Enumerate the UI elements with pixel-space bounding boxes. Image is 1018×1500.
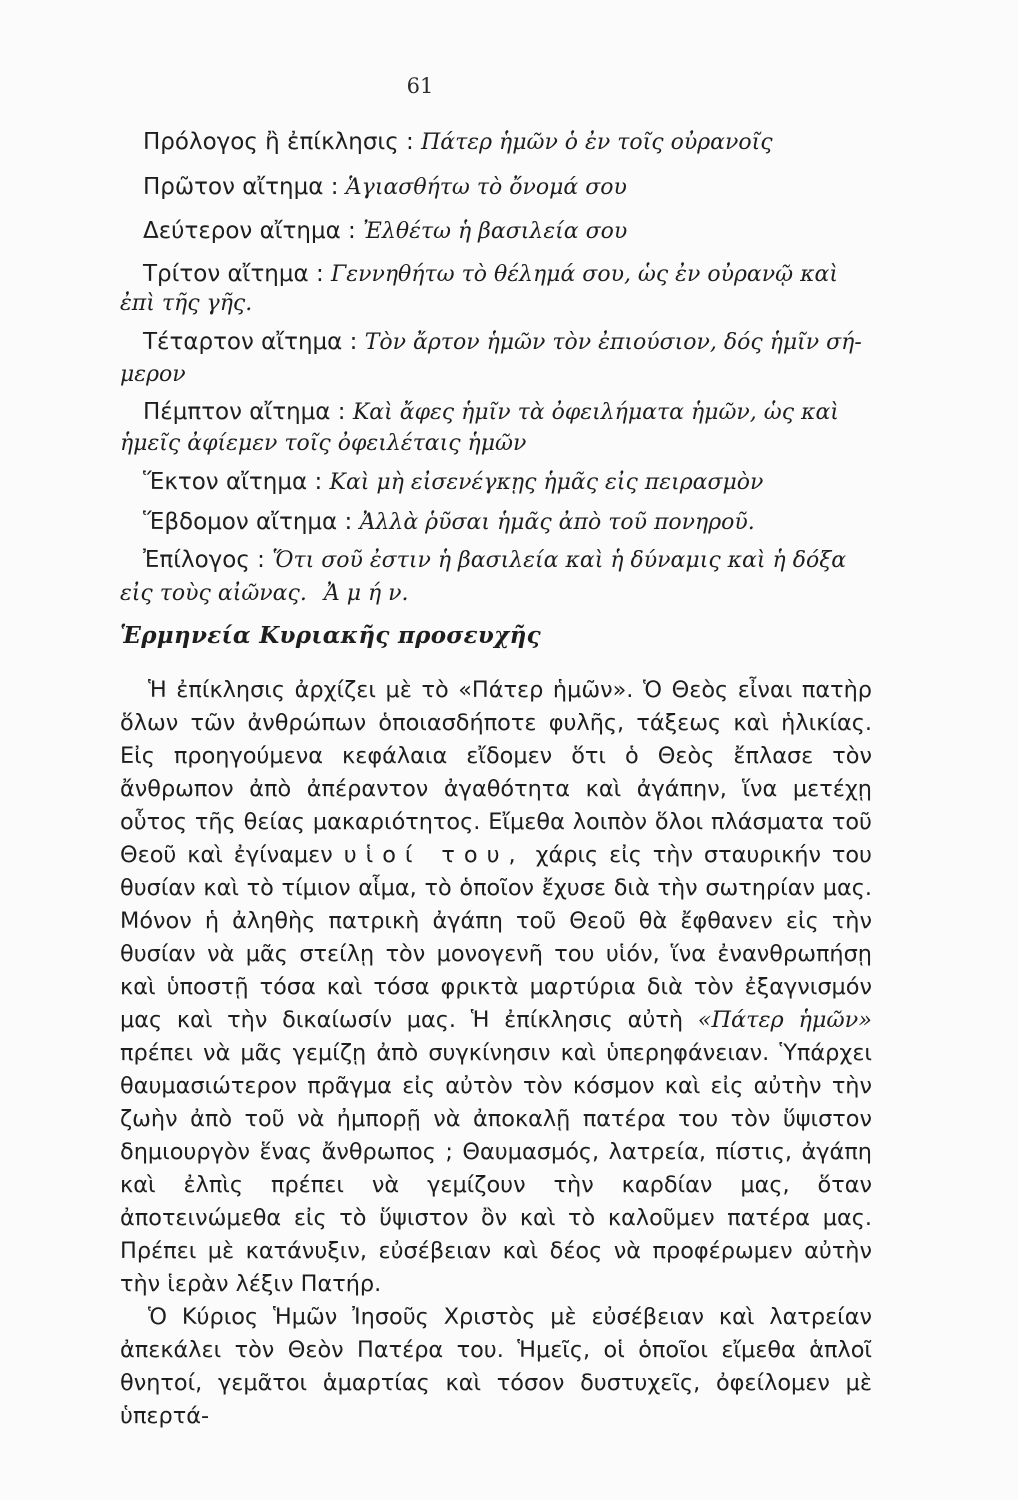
prayer-line-seventh-petition bbox=[143, 508, 755, 537]
prayer-text: Ἀλλὰ ῥῦσαι ἡμᾶς ἀπὸ τοῦ πονηροῦ. bbox=[359, 510, 755, 535]
section-heading: Ἑρμηνεία Κυριακῆς προσευχῆς bbox=[120, 622, 541, 649]
prayer-line-sixth-petition bbox=[143, 468, 763, 497]
paragraph-text: πρέπει νὰ μᾶς γεμίζῃ ἀπὸ συγκίνησιν καὶ ὑπερηφάνειαν. Ὑπάρχει θαυμασιώτερον πρᾶγμα εἰς αὐτὸν τὸν κόσμον καὶ εἰς αὐτὴν τὴν ζωὴν ἀπὸ τοῦ νὰ ἠμπορῇ νὰ ἀποκαλῇ πατέρα του τὸν ὕψιστον δημιουργὸν ἕνας ἄνθρωπος ; Θαυμασμός, λατρεία, πίστις, ἀγάπη καὶ ἐλπὶς πρέπει νὰ γεμίζουν τὴν καρδίαν μας, ὅταν ἀποτεινώμεθα εἰς τὸ ὕψιστον ὂν καὶ τὸ καλοῦμεν πατέρα μας. Πρέπει μὲ κατάνυξιν, εὐσέβειαν καὶ δέος νὰ προφέρωμεν αὐτὴν τὴν ἱερὰν λέξιν Πατήρ. bbox=[120, 1040, 872, 1297]
prayer-line-first-petition bbox=[143, 173, 627, 202]
prayer-line-fourth-petition bbox=[143, 328, 862, 357]
prayer-continuation: ἡμεῖς ἀφίεμεν τοῖς ὀφειλέταις ἡμῶν bbox=[120, 431, 527, 456]
page-number: 61 bbox=[406, 74, 434, 98]
prayer-text: Καὶ ἄφες ἡμῖν τὰ ὀφειλήματα ἡμῶν, ὡς καὶ bbox=[352, 400, 839, 425]
prayer-label: Τρίτον αἴτημα : bbox=[143, 261, 324, 287]
commentary-text bbox=[120, 674, 872, 1433]
prayer-label: Πέμπτον αἴτημα : bbox=[143, 399, 346, 425]
prayer-label: Ἕβδομον αἴτημα : bbox=[143, 509, 353, 535]
prayer-text: Ἐλθέτω ἡ βασιλεία σου bbox=[363, 219, 628, 244]
prayer-label: Τέταρτον αἴτημα : bbox=[143, 329, 358, 355]
prayer-label: Δεύτερον αἴτημα : bbox=[143, 218, 356, 244]
prayer-continuation: ἐπὶ τῆς γῆς. bbox=[120, 291, 253, 316]
prayer-line-second-petition bbox=[143, 217, 627, 246]
prayer-label: Πρόλογος ἢ ἐπίκλησις : bbox=[143, 129, 414, 155]
paragraph: Ὁ Κύριος Ἡμῶν Ἰησοῦς Χριστὸς μὲ εὐσέβειαν καὶ λατρείαν ἀπεκάλει τὸν Θεὸν Πατέρα του. Ἡμεῖς, οἱ ὁποῖοι εἴμεθα ἁπλοῖ θνητοί, γεμᾶτοι ἁμαρτίας καὶ τόσον δυστυχεῖς, ὀφείλομεν μὲ ὑπερτά- bbox=[120, 1304, 872, 1429]
prayer-line-third-petition bbox=[143, 260, 838, 289]
paragraph bbox=[120, 674, 872, 1301]
amen: Ἀ μ ή ν. bbox=[323, 581, 409, 606]
prayer-line-prologue bbox=[143, 128, 773, 157]
prayer-continuation: μερον bbox=[120, 362, 186, 387]
prayer-text: Ἁγιασθήτω τὸ ὄνομά σου bbox=[345, 175, 627, 200]
prayer-text: Πάτερ ἡμῶν ὁ ἐν τοῖς οὐρανοῖς bbox=[421, 130, 773, 155]
prayer-label: Πρῶτον αἴτημα : bbox=[143, 174, 339, 200]
prayer-continuation-text: εἰς τοὺς αἰῶνας. bbox=[120, 581, 307, 606]
emphasized-text: υἱοί του, bbox=[343, 842, 525, 868]
prayer-line-fifth-petition bbox=[143, 398, 839, 427]
italic-quote: «Πάτερ ἡμῶν» bbox=[697, 1007, 872, 1033]
prayer-continuation bbox=[120, 580, 409, 608]
prayer-text: Ὅτι σοῦ ἐστιν ἡ βασιλεία καὶ ἡ δύναμις καὶ ἡ δόξα bbox=[272, 548, 847, 573]
prayer-line-epilogue bbox=[143, 546, 846, 575]
prayer-label: Ἕκτον αἴτημα : bbox=[143, 469, 323, 495]
prayer-text: Γεννηθήτω τὸ θέλημά σου, ὡς ἐν οὐρανῷ καὶ bbox=[331, 262, 838, 287]
paragraph-text: χάρις εἰς τὴν σταυρικήν του θυσίαν καὶ τὸ τίμιον αἷμα, τὸ ὁποῖον ἔχυσε διὰ τὴν σωτηρίαν μας. Μόνον ἡ ἀληθὴς πατρικὴ ἀγάπη τοῦ Θεοῦ θὰ ἔφθανεν εἰς τὴν θυσίαν νὰ μᾶς στείλῃ τὸν μονογενῆ του υἱόν, ἵνα ἐνανθρωπήσῃ καὶ ὑποστῇ τόσα καὶ τόσα φρικτὰ μαρτύρια διὰ τὸν ἐξαγνισμόν μας καὶ τὴν δικαίωσίν μας. Ἡ ἐπίκλησις αὐτὴ bbox=[120, 842, 872, 1033]
prayer-text: Καὶ μὴ εἰσενέγκῃς ἡμᾶς εἰς πειρασμὸν bbox=[329, 470, 764, 495]
prayer-text: Τὸν ἄρτον ἡμῶν τὸν ἐπιούσιον, δός ἡμῖν σή- bbox=[364, 330, 862, 355]
paragraph-text: Ἡ ἐπίκλησις ἀρχίζει μὲ τὸ «Πάτερ ἡμῶν». Ὁ Θεὸς εἶναι πατὴρ ὅλων τῶν ἀνθρώπων ὁποιασδήποτε φυλῆς, τάξεως καὶ ἡλικίας. Εἰς προηγούμενα κεφάλαια εἴδομεν ὅτι ὁ Θεὸς ἔπλασε τὸν ἄνθρωπον ἀπὸ ἀπέραντον ἀγαθότητα καὶ ἀγάπην, ἵνα μετέχῃ οὗτος τῆς θείας μακαριότητος. Εἴμεθα λοιπὸν ὅλοι πλάσματα τοῦ Θεοῦ καὶ ἐγίναμεν bbox=[120, 677, 872, 868]
prayer-label: Ἐπίλογος : bbox=[143, 547, 265, 573]
